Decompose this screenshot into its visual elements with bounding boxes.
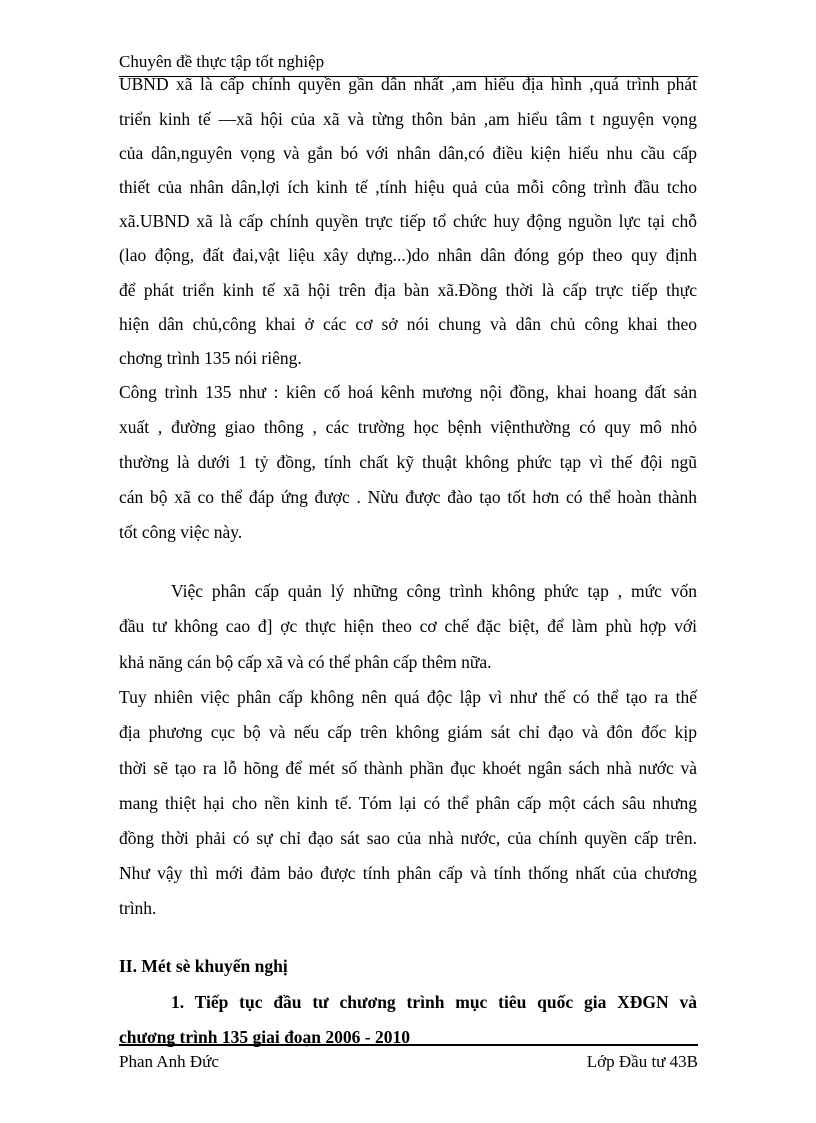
text-line: tốt công việc này. — [119, 522, 243, 542]
text-line: Như vậy thì mới đảm bảo được tính phân cấp và tính thống nhất của chương — [119, 863, 697, 883]
text-line: UBND xã là cấp chính quyền gần dân nhất ,am hiểu địa hình ,quá trình phát — [119, 74, 697, 94]
text-line: thường là dưới 1 tỷ đồng, tính chất kỹ thuật không phức tạp vì thế đội ngũ — [119, 452, 697, 472]
text-line: triển kinh tế —xã hội của xã và từng thôn bản ,am hiểu tâm t nguyện vọng — [119, 109, 697, 129]
text-line: khả năng cán bộ cấp xã và có thể phân cấp thêm nữa. — [119, 652, 492, 672]
footer-author: Phan Anh Đức — [119, 1052, 219, 1071]
text-line: trình. — [119, 898, 157, 918]
subsection-heading: 1. Tiếp tục đầu tư chương trình mục tiêu quốc gia XĐGN và — [171, 992, 697, 1012]
subsection-heading-continued: chương trình 135 giai đoạn 2006 - 2010 — [119, 1027, 410, 1047]
page-footer — [119, 1044, 698, 1071]
text-line: hiện dân chủ,công khai ở các cơ sở nói chung và dân chủ công khai theo — [119, 314, 697, 334]
header-title: Chuyên đề thực tập tốt nghiệp — [119, 52, 325, 71]
text-line: thiết của nhân dân,lợi ích kinh tế ,tính hiệu quả của mỗi công trình đầu tcho — [119, 177, 697, 197]
section-heading: II. Mét sè khuyến nghị — [119, 956, 288, 976]
text-line: mang thiệt hại cho nền kinh tế. Tóm lại có thể phân cấp một cách sâu nhưng — [119, 793, 697, 813]
text-line: Công trình 135 như : kiên cố hoá kênh mương nội đồng, khai hoang đất sản — [119, 382, 697, 402]
text-line: địa phương cục bộ và nếu cấp trên không giám sát chỉ đạo và đôn đốc kịp — [119, 722, 697, 742]
text-line: Tuy nhiên việc phân cấp không nên quá độc lập vì như thế có thể tạo ra thế — [119, 687, 697, 707]
footer-class: Lớp Đầu tư 43B — [586, 1052, 698, 1071]
text-line: đầu tư không cao đ] ợc thực hiện theo cơ chế đặc biệt, để làm phù hợp với — [119, 616, 697, 636]
text-line: thời sẽ tạo ra lỗ hõng để mét số thành phần đục khoét ngân sách nhà nước và — [119, 758, 697, 778]
text-line: của dân,nguyên vọng và gắn bó với nhân dân,có điều kiện hiểu nhu cầu cấp — [119, 143, 697, 163]
text-line: xã.UBND xã là cấp chính quyền trực tiếp tổ chức huy động nguồn lực tại chỗ — [119, 211, 697, 231]
text-line: đồng thời phải có sự chỉ đạo sát sao của nhà nước, của chính quyền cấp trên. — [119, 828, 697, 848]
text-line: (lao động, đất đai,vật liệu xây dựng...)do nhân dân đóng góp theo quy định — [119, 245, 697, 265]
text-line: chơng trình 135 nói riêng. — [119, 348, 302, 368]
text-line: để phát triển kinh tế xã hội trên địa bàn xã.Đồng thời là cấp trực tiếp thực — [119, 280, 697, 300]
text-line: xuất , đường giao thông , các trường học bệnh việnthường có quy mô nhỏ — [119, 417, 697, 437]
text-line: cán bộ xã co thể đáp ứng được . Nừu được đào tạo tốt hơn có thể hoàn thành — [119, 487, 697, 507]
text-line: Việc phân cấp quản lý những công trình không phức tạp , mức vốn — [171, 581, 697, 601]
